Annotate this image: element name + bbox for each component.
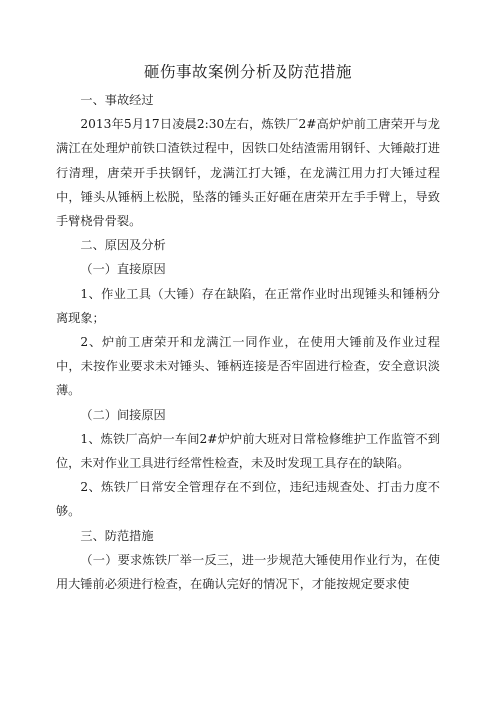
subheading-indirect-cause: （二）间接原因 — [80, 407, 166, 422]
incident-paragraph: 2013年5月17日凌晨2:30左右，炼铁厂2#高炉炉前工唐荣开与龙满江在处理炉前铁口渣铁过程中，因铁口处结渣需用钢钎、大锤敲打进行清理，唐荣开手扶钢钎，龙满江打大锤，在龙满江用力打大锤过程中，锤头从锤柄上松脱，坠落的锤头正好砸在唐荣开左手手臂上，导致手臂桡骨骨裂。 — [56, 117, 440, 229]
indirect-cause-item-1: 1、炼铁厂高炉一车间2#炉炉前大班对日常检修维护工作监管不到位，未对作业工具进行经常性检查，未及时发现工具存在的缺陷。 — [56, 431, 440, 471]
document-body — [56, 88, 440, 596]
direct-cause-item-2: 2、炉前工唐荣开和龙满江一同作业，在使用大锤前及作业过程中，未按作业要求未对锤头、锤柄连接是否牢固进行检查，安全意识淡薄。 — [56, 335, 440, 398]
section-heading-prevention: 三、防范措施 — [80, 528, 154, 543]
document-title: 砸伤事故案例分析及防范措施 — [143, 63, 352, 81]
prevention-item-1: （一）要求炼铁厂举一反三，进一步规范大锤使用作业行为，在使用大锤前必须进行检查，在确认完好的情况下，才能按规定要求使 — [56, 552, 440, 592]
section-heading-causes: 二、原因及分析 — [80, 238, 166, 253]
direct-cause-item-1: 1、作业工具（大锤）存在缺陷，在正常作业时出现锤头和锤柄分离现象； — [56, 286, 440, 325]
indirect-cause-item-2: 2、炼铁厂日常安全管理存在不到位，违纪违规查处、打击力度不够。 — [56, 480, 440, 519]
section-heading-incident: 一、事故经过 — [80, 93, 154, 107]
subheading-direct-cause: （一）直接原因 — [80, 262, 166, 277]
